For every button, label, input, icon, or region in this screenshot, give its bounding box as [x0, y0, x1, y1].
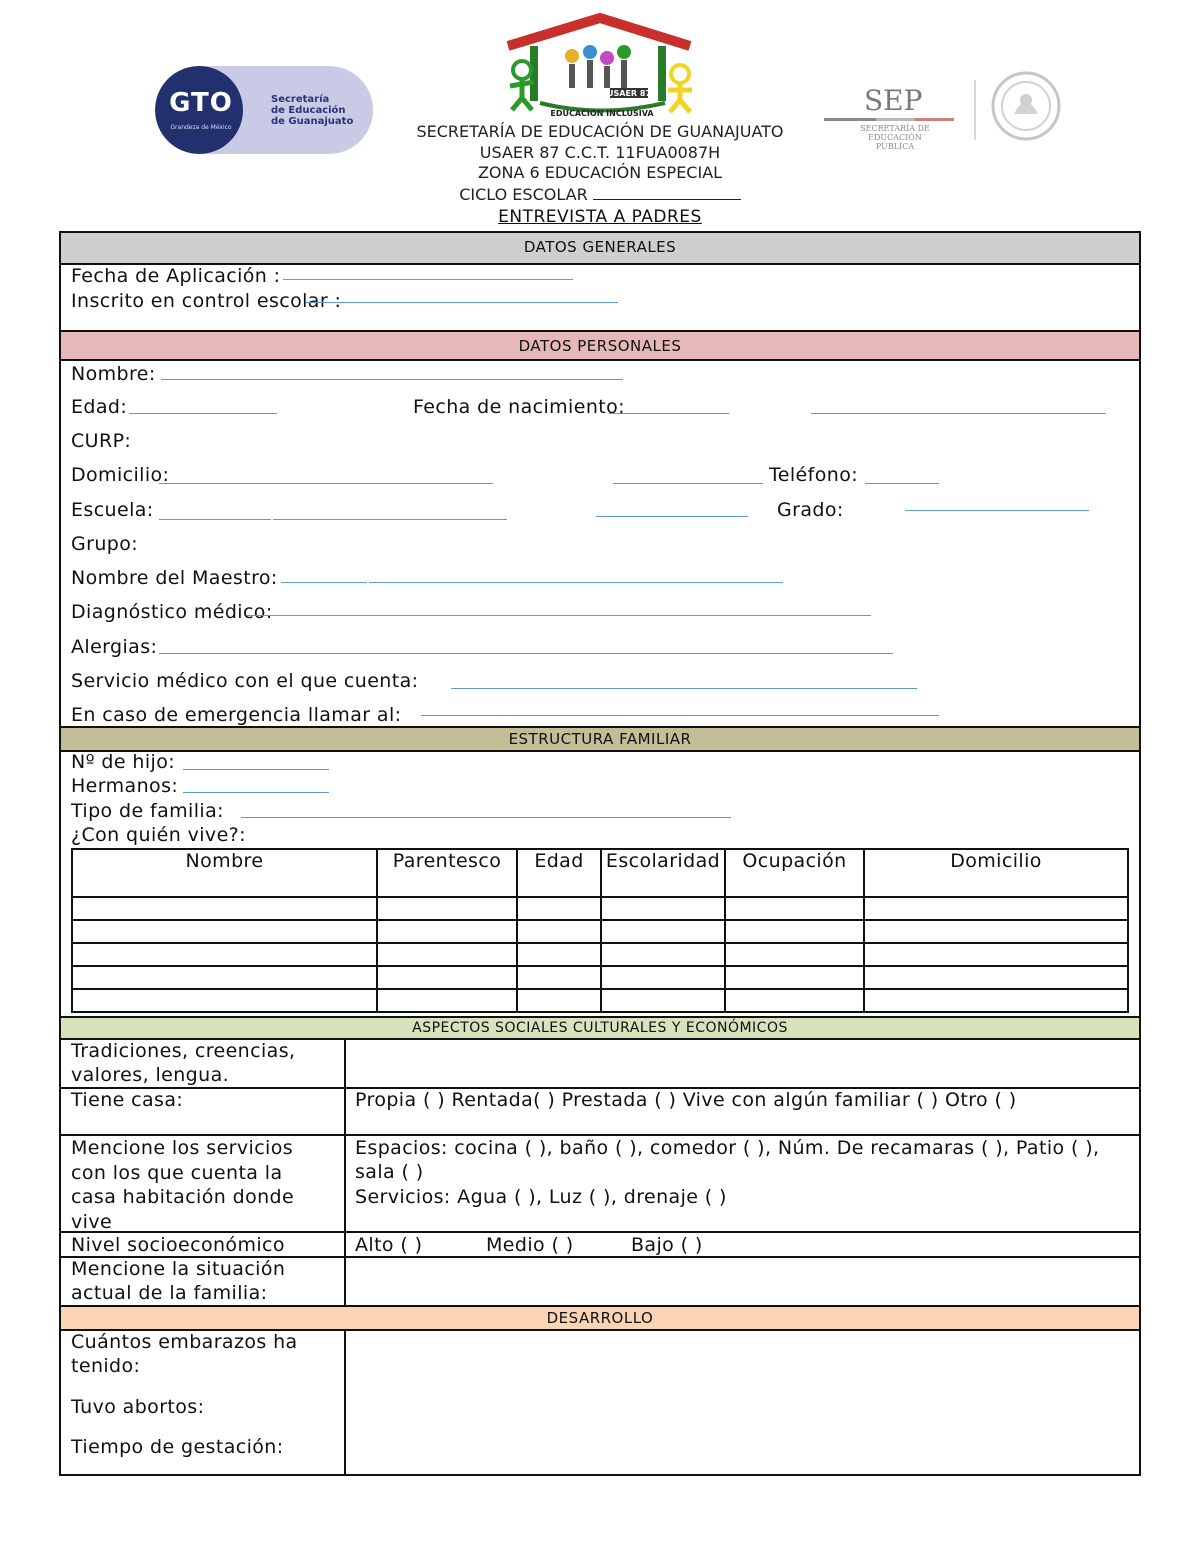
edad-label: Edad:	[71, 396, 128, 418]
maestro-field[interactable]	[281, 582, 367, 583]
header-secretaria: SECRETARÍA DE EDUCACIÓN DE GUANAJUATO	[416, 122, 784, 141]
svg-text:EDUCACIÓN INCLUSIVA: EDUCACIÓN INCLUSIVA	[550, 109, 654, 118]
mexico-seal-icon	[990, 70, 1062, 142]
table-row	[72, 897, 1128, 920]
section-datos-generales: DATOS GENERALES	[61, 233, 1139, 265]
table-row	[72, 966, 1128, 989]
fecha-nacimiento-label: Fecha de nacimiento:	[413, 396, 625, 418]
col-ocupacion: Ocupación	[725, 849, 864, 897]
fecha-nacimiento-field-2[interactable]	[811, 413, 1106, 414]
domicilio-field-2[interactable]	[613, 483, 763, 484]
sep-logo	[820, 80, 960, 150]
telefono-field[interactable]	[865, 483, 939, 484]
section-aspectos-sociales: ASPECTOS SOCIALES CULTURALES Y ECONÓMICOS	[61, 1016, 1139, 1040]
col-edad: Edad	[517, 849, 601, 897]
col-parentesco: Parentesco	[377, 849, 517, 897]
gto-logo-text: Secretaría de Educación de Guanajuato	[271, 94, 354, 127]
svg-text:USAER 87: USAER 87	[607, 89, 651, 98]
tradiciones-label: Tradiciones, creencias, valores, lengua.	[71, 1040, 296, 1086]
gto-logo	[155, 66, 373, 154]
header-zona: ZONA 6 EDUCACIÓN ESPECIAL	[477, 163, 723, 182]
col-escolaridad: Escolaridad	[601, 849, 725, 897]
escuela-field-3[interactable]	[596, 516, 748, 517]
hermanos-label: Hermanos:	[71, 775, 179, 797]
sep-logo-mark: SEP	[864, 84, 923, 117]
abortos-label: Tuvo abortos:	[71, 1396, 205, 1418]
emergencia-field[interactable]	[421, 715, 939, 716]
emergencia-label: En caso de emergencia llamar al:	[71, 704, 402, 726]
edad-field[interactable]	[129, 413, 277, 414]
table-row	[72, 943, 1128, 966]
usaer-logo	[500, 8, 705, 124]
maestro-field-2[interactable]	[369, 582, 783, 583]
logo-divider	[974, 80, 976, 140]
num-hijo-label: Nº de hijo:	[71, 751, 176, 773]
hermanos-field[interactable]	[183, 792, 329, 793]
gestacion-label: Tiempo de gestación:	[71, 1436, 284, 1458]
col-nombre: Nombre	[72, 849, 377, 897]
tipo-familia-field[interactable]	[241, 817, 731, 818]
fecha-nacimiento-field[interactable]	[609, 413, 729, 414]
interview-form	[59, 231, 1141, 1476]
tiene-casa-label: Tiene casa:	[71, 1089, 184, 1111]
section-datos-personales: DATOS PERSONALES	[61, 330, 1139, 361]
servicio-medico-field[interactable]	[451, 688, 917, 689]
escuela-label: Escuela:	[71, 499, 154, 521]
nombre-field[interactable]	[161, 379, 623, 380]
grupo-label: Grupo:	[71, 533, 139, 555]
fecha-aplicacion-field[interactable]	[283, 279, 573, 280]
family-members-table	[71, 848, 1129, 1013]
servicio-medico-label: Servicio médico con el que cuenta:	[71, 670, 419, 692]
num-hijo-field[interactable]	[183, 769, 329, 770]
alergias-label: Alergias:	[71, 636, 158, 658]
espacios-options[interactable]: Espacios: cocina ( ), baño ( ), comedor ( ), Núm. De recamaras ( ), Patio ( ), sala ( )	[355, 1137, 1100, 1183]
section-estructura-familiar: ESTRUCTURA FAMILIAR	[61, 726, 1139, 752]
diagnostico-field[interactable]	[247, 615, 871, 616]
sep-logo-caption: SECRETARÍA DE EDUCACIÓN PÚBLICA	[860, 124, 930, 151]
nivel-socioeconomico-label: Nivel socioeconómico	[71, 1234, 285, 1256]
servicios-options[interactable]: Servicios: Agua ( ), Luz ( ), drenaje ( )	[355, 1186, 727, 1208]
grado-field[interactable]	[905, 510, 1089, 511]
nivel-bajo-option[interactable]: Bajo ( )	[631, 1234, 703, 1256]
nivel-alto-option[interactable]: Alto ( )	[355, 1234, 423, 1256]
con-quien-label: ¿Con quién vive?:	[71, 824, 246, 846]
header-ciclo: CICLO ESCOLAR	[380, 185, 820, 204]
header-usaer: USAER 87 C.C.T. 11FUA0087H	[479, 143, 721, 162]
diagnostico-label: Diagnóstico médico:	[71, 601, 273, 623]
col-domicilio: Domicilio	[864, 849, 1128, 897]
domicilio-label: Domicilio:	[71, 464, 170, 486]
inscrito-field[interactable]	[306, 302, 618, 303]
section-desarrollo: DESARROLLO	[61, 1305, 1139, 1331]
situacion-label: Mencione la situación actual de la familia:	[71, 1258, 286, 1304]
nivel-medio-option[interactable]: Medio ( )	[486, 1234, 574, 1256]
maestro-label: Nombre del Maestro:	[71, 567, 278, 589]
curp-label: CURP:	[71, 430, 132, 452]
tipo-familia-label: Tipo de familia:	[71, 800, 224, 822]
gto-logo-mark: GTO	[169, 88, 233, 118]
embarazos-label: Cuántos embarazos ha tenido:	[71, 1331, 298, 1377]
escuela-field[interactable]	[159, 519, 271, 520]
gto-logo-tagline: Grandeza de México	[170, 124, 232, 131]
telefono-label: Teléfono:	[769, 464, 859, 486]
page-title: ENTREVISTA A PADRES	[498, 207, 702, 227]
servicios-label: Mencione los servicios con los que cuenta la casa habitación donde vive	[71, 1137, 295, 1233]
inscrito-label: Inscrito en control escolar :	[71, 290, 342, 312]
fecha-aplicacion-label: Fecha de Aplicación :	[71, 265, 281, 287]
table-row	[72, 989, 1128, 1012]
domicilio-field[interactable]	[159, 483, 493, 484]
escuela-field-2[interactable]	[273, 519, 507, 520]
table-row	[72, 920, 1128, 943]
grado-label: Grado:	[777, 499, 844, 521]
alergias-field[interactable]	[159, 653, 893, 654]
nombre-label: Nombre:	[71, 363, 156, 385]
table-header-row	[72, 849, 1128, 897]
ciclo-escolar-blank[interactable]	[593, 185, 741, 200]
tiene-casa-options[interactable]: Propia ( ) Rentada( ) Prestada ( ) Vive con algún familiar ( ) Otro ( )	[355, 1089, 1017, 1111]
